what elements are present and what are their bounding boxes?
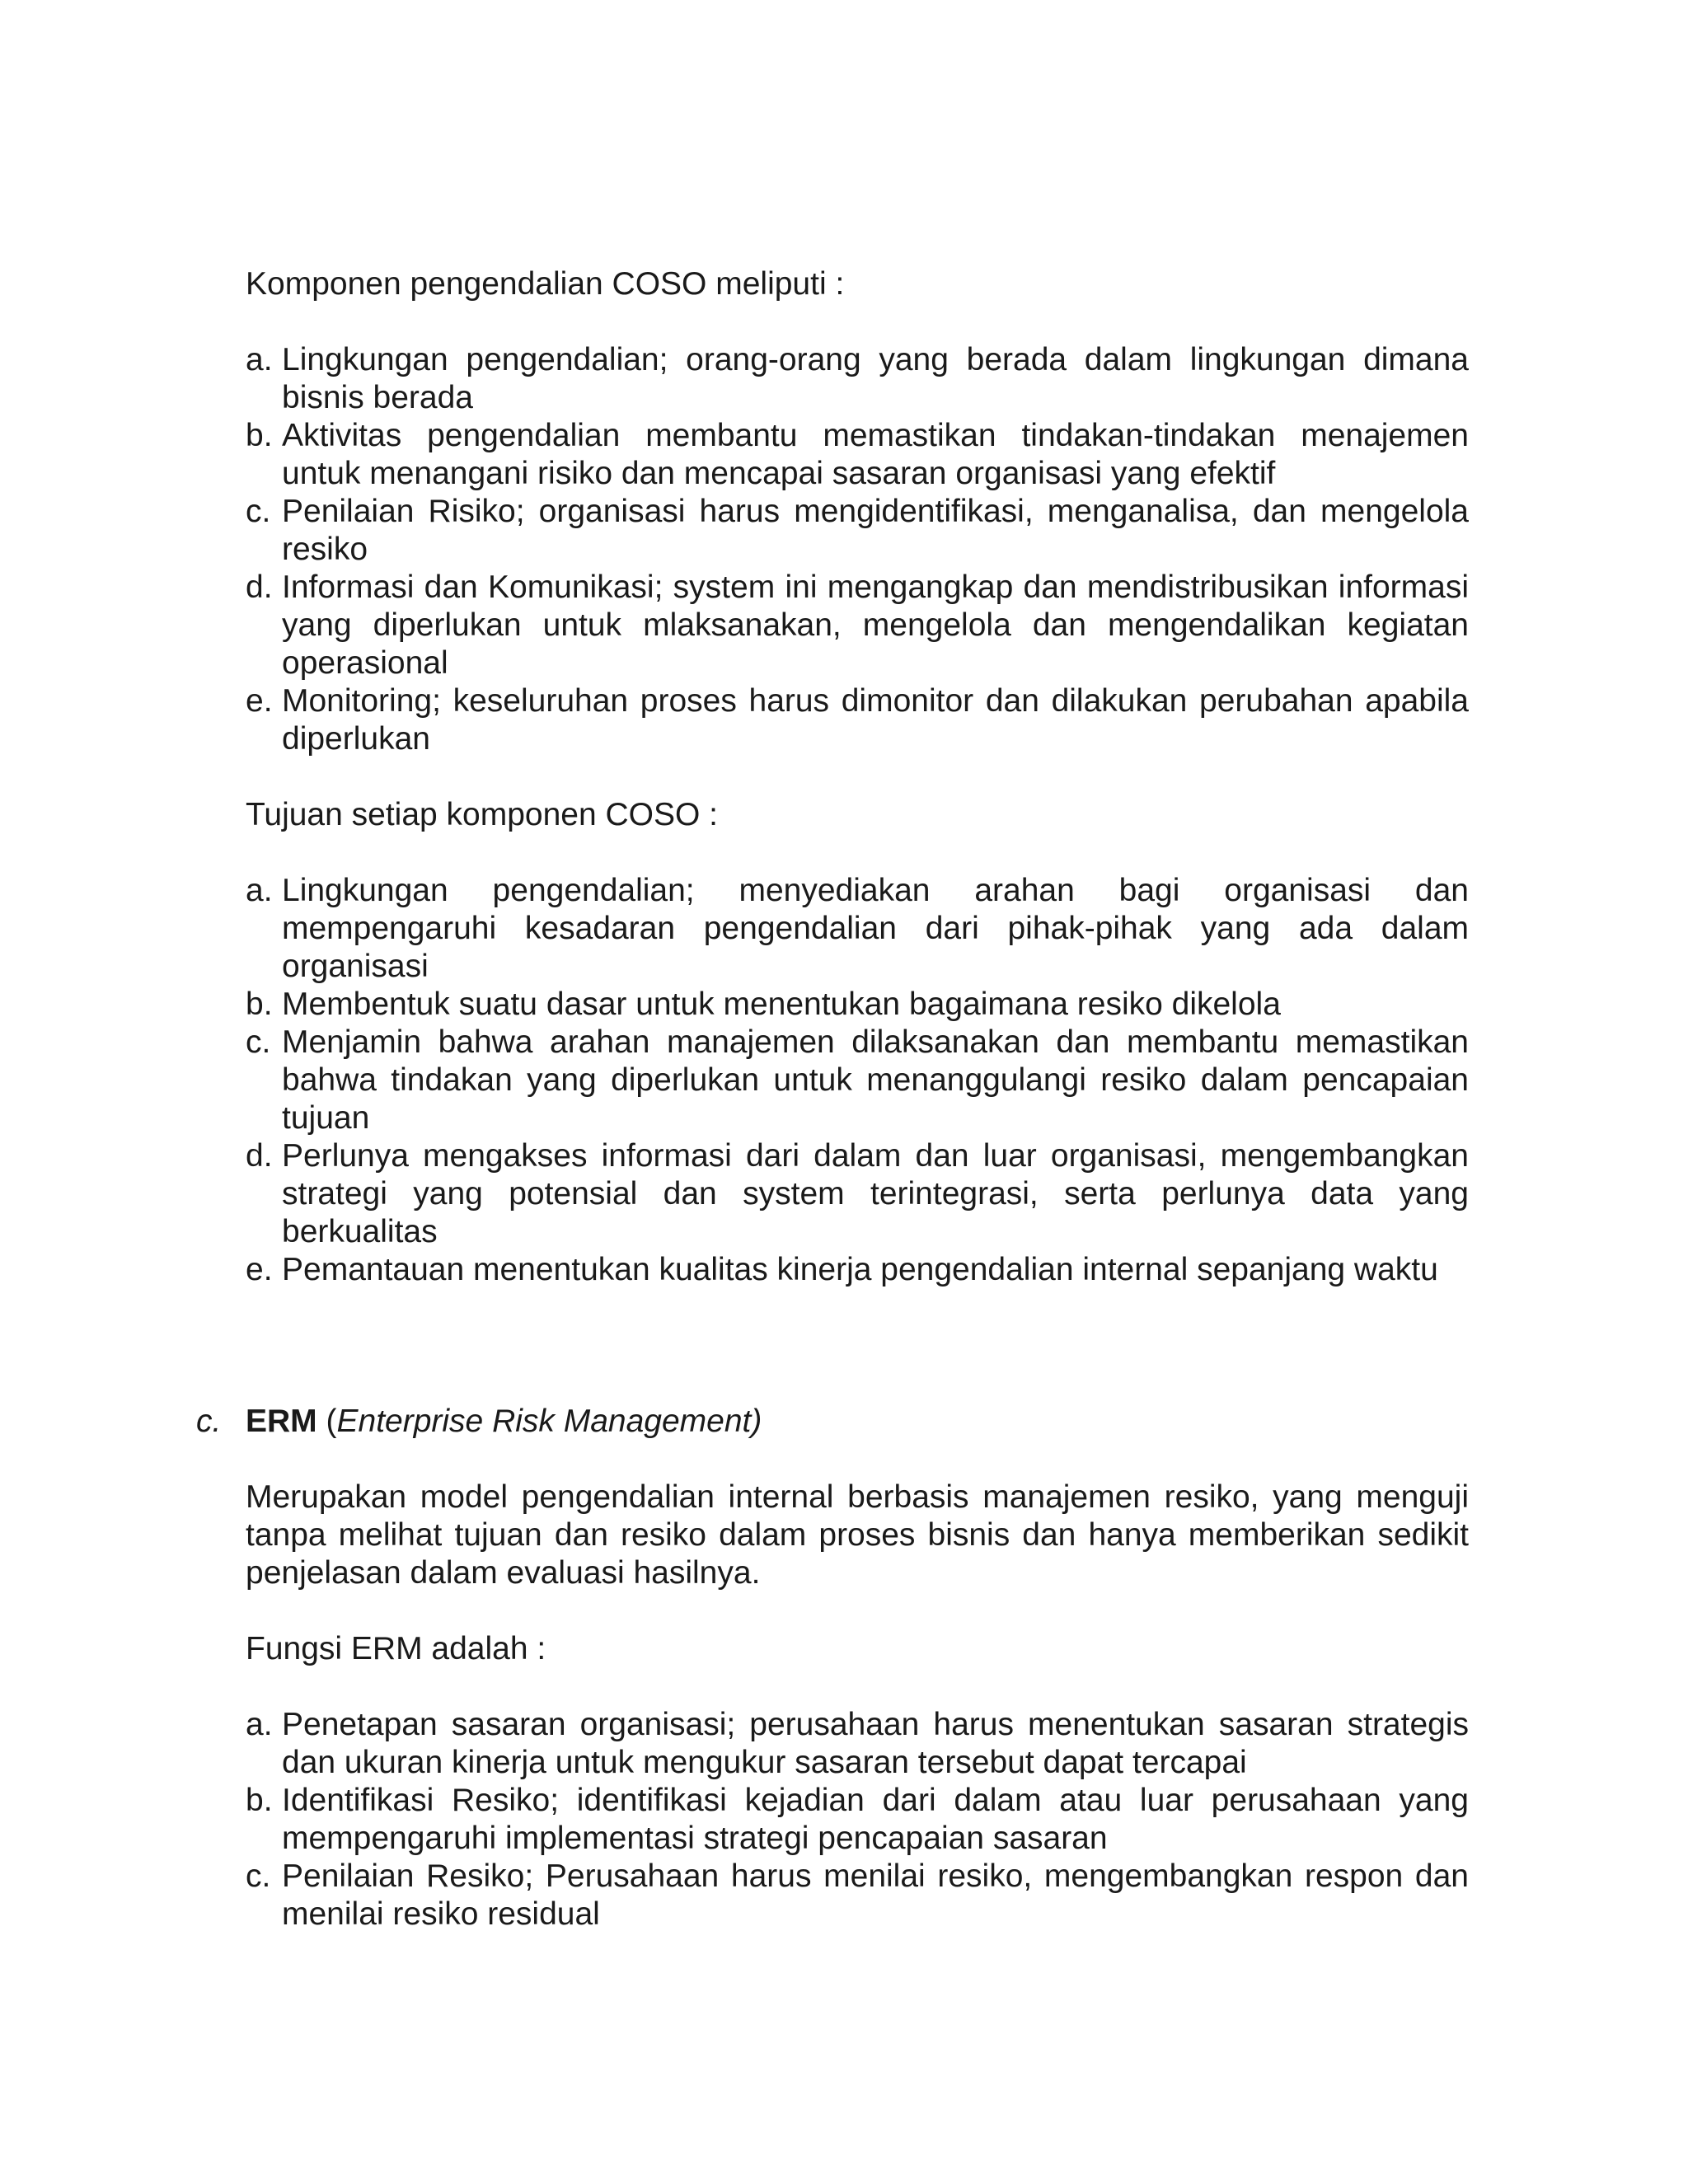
list-item-text: Monitoring; keseluruhan proses harus dimonitor dan dilakukan perubahan apabila diperlukan	[282, 683, 1469, 757]
section-title-bold: ERM	[246, 1404, 317, 1439]
spacer	[246, 1365, 1469, 1403]
list-marker: d.	[246, 1138, 273, 1174]
list-item	[246, 417, 1469, 493]
erm-section	[196, 1403, 1469, 1933]
spacer	[246, 1592, 1469, 1630]
coso-components-list	[246, 341, 1469, 758]
list-item	[246, 493, 1469, 569]
list-item-text: Penilaian Risiko; organisasi harus mengidentifikasi, menganalisa, dan mengelola resiko	[282, 494, 1469, 567]
list-item-text: Lingkungan pengendalian; menyediakan arahan bagi organisasi dan mempengaruhi kesadaran pengendalian dari pihak-pihak yang ada dalam organisasi	[282, 873, 1469, 984]
list-item-text: Membentuk suatu dasar untuk menentukan bagaimana resiko dikelola	[282, 987, 1281, 1022]
spacer	[246, 303, 1469, 341]
list-marker: e.	[246, 1252, 273, 1287]
list-item	[246, 1858, 1469, 1933]
spacer	[246, 1327, 1469, 1365]
list-item	[246, 1137, 1469, 1251]
list-item-text: Pemantauan menentukan kualitas kinerja pengendalian internal sepanjang waktu	[282, 1252, 1438, 1287]
list-item	[246, 986, 1469, 1024]
list-marker: a.	[246, 1707, 273, 1742]
list-marker: b.	[246, 987, 273, 1022]
list-marker: d.	[246, 569, 273, 605]
coso-goals-intro: Tujuan setiap komponen COSO :	[246, 797, 719, 832]
section-title-paren: (	[316, 1404, 337, 1439]
list-item	[246, 1782, 1469, 1858]
list-item-text: Informasi dan Komunikasi; system ini mengangkap dan mendistribusikan informasi yang diperlukan untuk mlaksanakan, mengelola dan mengendalikan kegiatan operasional	[282, 569, 1469, 681]
spacer	[246, 834, 1469, 872]
section-title-italic: Enterprise Risk Management)	[336, 1404, 762, 1439]
list-item-text: Penetapan sasaran organisasi; perusahaan harus menentukan sasaran strategis dan ukuran kinerja untuk mengukur sasaran tersebut dapat tercapai	[282, 1707, 1469, 1780]
document-body	[196, 265, 1469, 1933]
spacer	[246, 1668, 1469, 1706]
list-item	[246, 341, 1469, 417]
list-item-text: Aktivitas pengendalian membantu memastikan tindakan-tindakan menajemen untuk menangani risiko dan mencapai sasaran organisasi yang efektif	[282, 418, 1469, 491]
list-item-text: Menjamin bahwa arahan manajemen dilaksanakan dan membantu memastikan bahwa tindakan yang diperlukan untuk menanggulangi resiko dalam pencapaian tujuan	[282, 1024, 1469, 1136]
spacer	[246, 1289, 1469, 1327]
list-marker: b.	[246, 418, 273, 453]
list-item	[246, 1251, 1469, 1289]
list-marker: e.	[246, 683, 273, 719]
erm-functions-list	[246, 1706, 1469, 1933]
list-item-text: Lingkungan pengendalian; orang-orang yang berada dalam lingkungan dimana bisnis berada	[282, 342, 1469, 415]
list-marker: a.	[246, 342, 273, 377]
list-marker: c.	[246, 494, 271, 529]
list-marker: a.	[246, 873, 273, 908]
list-item	[246, 1706, 1469, 1782]
list-item-text: Perlunya mengakses informasi dari dalam dan luar organisasi, mengembangkan strategi yang potensial dan system terintegrasi, serta perlunya data yang berkualitas	[282, 1138, 1469, 1249]
erm-description: Merupakan model pengendalian internal berbasis manajemen resiko, yang menguji tanpa melihat tujuan dan resiko dalam proses bisnis dan hanya memberikan sedikit penjelasan dalam evaluasi hasilnya.	[246, 1479, 1469, 1591]
coso-components-intro: Komponen pengendalian COSO meliputi :	[246, 266, 845, 302]
list-item	[246, 682, 1469, 758]
erm-functions-intro: Fungsi ERM adalah :	[246, 1631, 546, 1666]
list-item-text: Identifikasi Resiko; identifikasi kejadian dari dalam atau luar perusahaan yang mempengaruhi implementasi strategi pencapaian sasaran	[282, 1783, 1469, 1856]
coso-goals-list	[246, 872, 1469, 1289]
list-item	[246, 1024, 1469, 1137]
list-item	[246, 872, 1469, 986]
list-marker: c.	[246, 1024, 271, 1060]
list-marker: b.	[246, 1783, 273, 1818]
list-item	[246, 569, 1469, 682]
spacer	[246, 758, 1469, 796]
section-letter: c.	[196, 1404, 222, 1439]
list-item-text: Penilaian Resiko; Perusahaan harus menilai resiko, mengembangkan respon dan menilai resiko residual	[282, 1858, 1469, 1932]
spacer	[246, 1441, 1469, 1479]
list-marker: c.	[246, 1858, 271, 1894]
section-heading	[196, 1403, 1469, 1441]
